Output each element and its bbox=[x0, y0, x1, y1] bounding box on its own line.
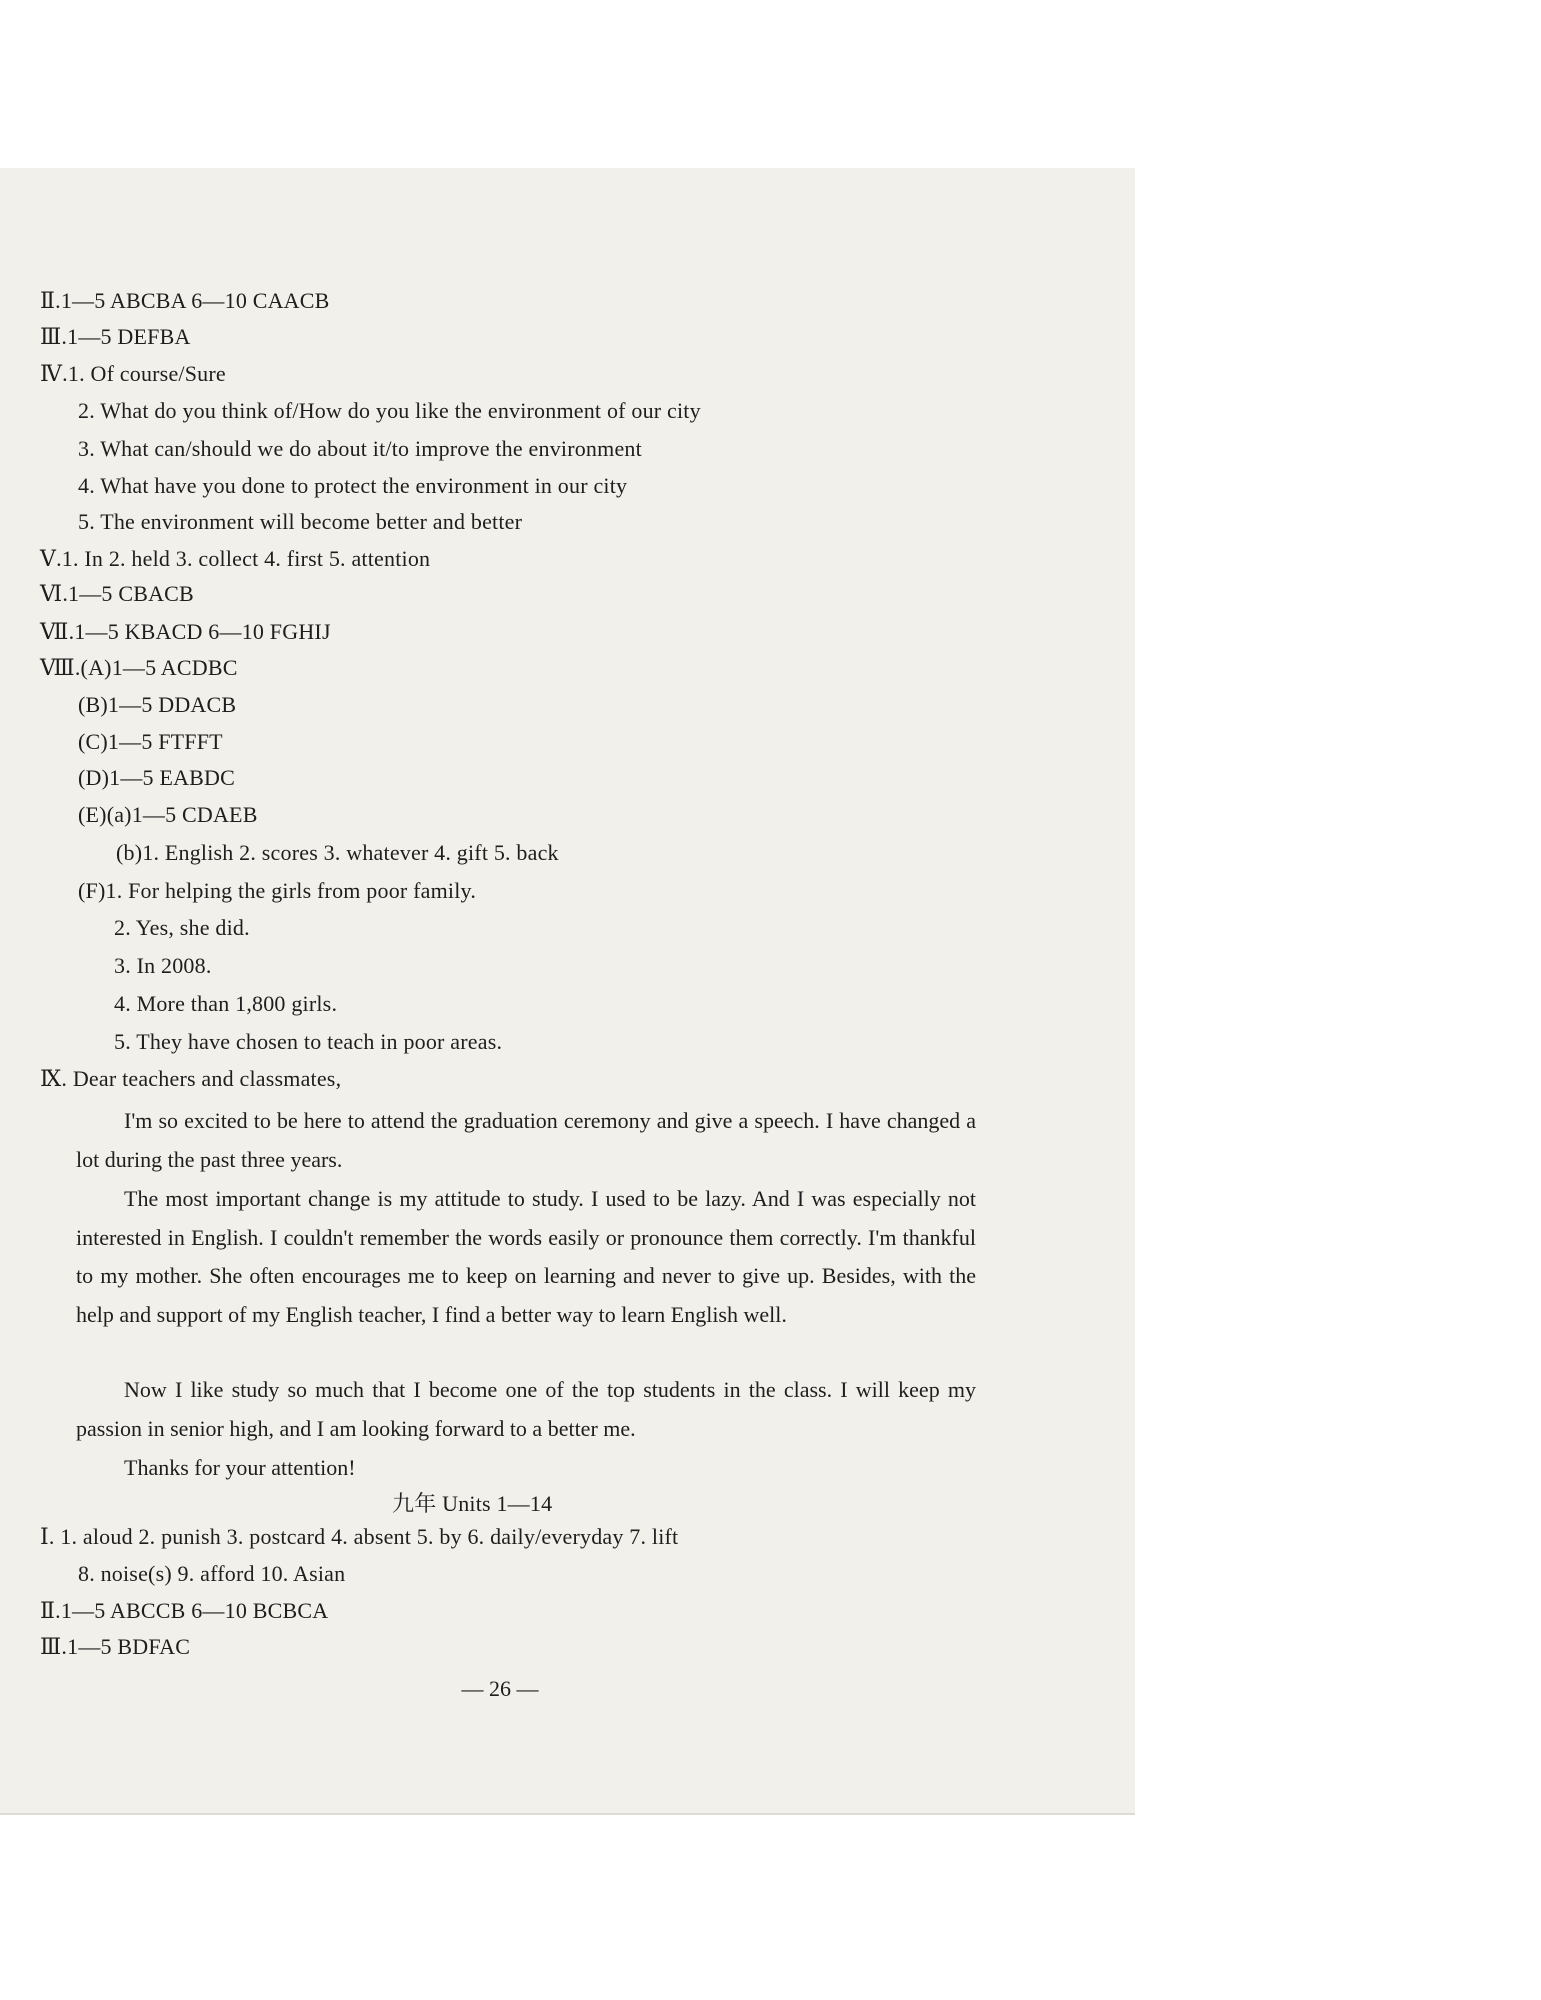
answer-line: (B)1—5 DDACB bbox=[78, 692, 237, 717]
answer-line: Ⅳ.1. Of course/Sure bbox=[40, 361, 226, 386]
page-number: — 26 — bbox=[461, 1676, 539, 1701]
answer-line: (D)1—5 EABDC bbox=[78, 765, 236, 790]
answer-line: 8. noise(s) 9. afford 10. Asian bbox=[78, 1561, 346, 1586]
answer-line: Ⅲ.1—5 BDFAC bbox=[40, 1634, 191, 1659]
answer-line: Ⅴ.1. In 2. held 3. collect 4. first 5. attention bbox=[40, 546, 431, 571]
answer-line: 九年 Units 1—14 bbox=[392, 1491, 553, 1516]
answer-line: Ⅰ. 1. aloud 2. punish 3. postcard 4. absent 5. by 6. daily/everyday 7. lift bbox=[40, 1524, 679, 1549]
answer-line: (C)1—5 FTFFT bbox=[78, 729, 223, 754]
answer-line: 3. What can/should we do about it/to improve the environment bbox=[78, 436, 642, 461]
answer-line: Ⅲ.1—5 DEFBA bbox=[40, 324, 191, 349]
answer-line: 4. What have you done to protect the environment in our city bbox=[78, 473, 628, 498]
answer-line: Ⅱ.1—5 ABCBA 6—10 CAACB bbox=[40, 288, 330, 313]
essay-paragraph: Thanks for your attention! bbox=[124, 1455, 356, 1480]
answer-line: Ⅶ.1—5 KBACD 6—10 FGHIJ bbox=[40, 619, 331, 644]
answer-line: 3. In 2008. bbox=[114, 953, 212, 978]
answer-line: (E)(a)1—5 CDAEB bbox=[78, 802, 258, 827]
answer-line: 5. The environment will become better and better bbox=[78, 509, 523, 534]
answer-line: 2. What do you think of/How do you like the environment of our city bbox=[78, 398, 701, 423]
answer-line: Ⅵ.1—5 CBACB bbox=[40, 581, 194, 606]
answer-line: Ⅸ. Dear teachers and classmates, bbox=[40, 1066, 342, 1091]
answer-line: (b)1. English 2. scores 3. whatever 4. gift 5. back bbox=[116, 840, 559, 865]
answer-line: 2. Yes, she did. bbox=[114, 915, 250, 940]
answer-line: 4. More than 1,800 girls. bbox=[114, 991, 338, 1016]
essay-paragraph: The most important change is my attitude to study. I used to be lazy. And I was especially not interested in English. I couldn't remember the words easily or pronounce them correctly. I'm thankful to my mother. She often encourages me to keep on learning and never to give up. Besides, with the help and support of my English teacher, I find a better way to learn English well. bbox=[76, 1186, 976, 1327]
essay-paragraph: I'm so excited to be here to attend the graduation ceremony and give a speech. I have changed a lot during the past three years. bbox=[76, 1108, 976, 1172]
answer-line: (F)1. For helping the girls from poor family. bbox=[78, 878, 477, 903]
answer-line: Ⅷ.(A)1—5 ACDBC bbox=[40, 655, 238, 680]
answer-line: 5. They have chosen to teach in poor areas. bbox=[114, 1029, 503, 1054]
answer-line: Ⅱ.1—5 ABCCB 6—10 BCBCA bbox=[40, 1598, 329, 1623]
essay-paragraph: Now I like study so much that I become one of the top students in the class. I will keep my passion in senior high, and I am looking forward to a better me. bbox=[76, 1377, 976, 1441]
